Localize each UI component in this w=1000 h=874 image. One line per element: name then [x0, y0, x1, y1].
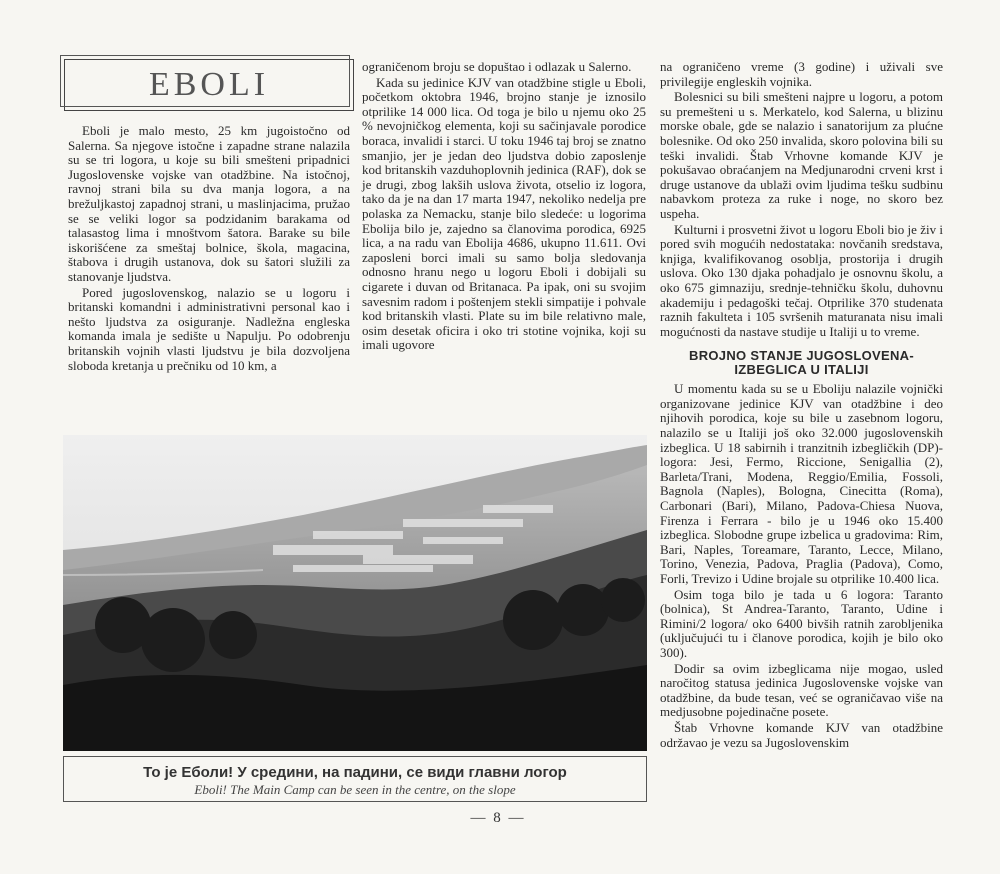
paragraph: Dodir sa ovim izbeglicama nije mogao, usled naročitog statusa jedinica Jugoslovenske vojske van otadžbine, da bude tesan, već se ograničavao više na medjusobne pojedinačne posete. — [660, 660, 943, 720]
paragraph: Štab Vrhovne komande KJV van otadžbine održavao je vezu sa Jugoslovenskim — [660, 719, 943, 750]
paragraph: ograničenom broju se dopuštao i odlazak u Salerno. — [362, 59, 632, 74]
paragraph: Kulturni i prosvetni život u logoru Eboli bio je živ i pored svih mogućih nedostataka: novčanih sredstava, knjiga, kvalifikovanog osoblja, prostorija i drugih uslova. Oko 130 djaka pohadjalo je osnovnu školu, a oko 675 gimnaziju, srednje-tehničku školu, duhovnu akademiju i pedagoški tečaj. Otprilike 370 studenata raznih fakulteta i 105 svršenih maturanata nisu imali mogućnosti da nastave studije u Italiji u to vreme. — [660, 221, 943, 339]
column-1 — [68, 124, 350, 374]
page-number: — 8 — — [470, 810, 526, 826]
article-title: EBOLI — [148, 66, 270, 103]
paragraph: Bolesnici su bili smešteni najpre u logoru, a potom su premešteni u s. Merkatelo, kod Salerna, u blizinu morske obale, gde se nalazio i sanatorijum za plućne bolesnike. Od oko 250 invalida, skoro polovina bili su teški invalidi. Štab Vrhovne komande KJV je pokušavao obraćanjem na Medjunarodni crveni krst i druge ustanove da ublaži ovim ljudima tešku sudbinu nabavkom proteza za ruke i noge, no skoro bez uspeha. — [660, 89, 943, 221]
caption-cyrillic: То је Еболи! У средини, на падини, се види главни логор — [143, 764, 567, 781]
paragraph: na ograničeno vreme (3 godine) i uživali sve privilegije engleskih vojnika. — [660, 59, 943, 89]
title-box — [64, 59, 354, 111]
paragraph: Kada su jedinice KJV van otadžbine stigle u Eboli, početkom oktobra 1946, brojno stanje je iznosilo otprilike 14 000 lica. Od toga je bilo u njemu oko 25 % nevojničkog elementa, koji su sačinjavale porodice boraca, invalidi i starci. U toku 1946 taj broj se znatno smanjio, jer je jedan deo ljudstva dobio zaposlenje kod britanskih vazduhoplovnih jedinica (RAF), dok se je drugi, zbog lakših uslova života, otselio iz logora, tako da je na dan 17 marta 1947, nekoliko nedelja pre polaska za Nemacku, stanje bilo sledeće: u logorima Ebolija bilo je, zajedno sa članovima porodica, 6925 lica, a na radu van Ebolija 4686, ukupno 11.611. Ovi zaposleni borci imali su samo bolja sledovanja odnosno hranu nego u logoru Eboli i dobijali su cigarete i duvan od Britanaca. Pa ipak, oni su svojim savesnim radom i poštenjem stekli simpatije i pohvale kod britanskih vlasti. Plate su im bile relativno male, osim desetak oficira i oko tri stotine vojnika, koji su imali ugovore — [362, 74, 646, 353]
caption-english: Eboli! The Main Camp can be seen in the centre, on the slope — [194, 782, 516, 797]
paragraph: Osim toga bilo je tada u 6 logora: Taranto (bolnica), St Andrea-Taranto, Taranto, Udine i Rimini/2 logora/ oko 6400 bivših ratnih zarobljenika (uključujući tu i članove porodica, kojih je bilo oko 300). — [660, 586, 943, 660]
paragraph: Pored jugoslovenskog, nalazio se u logoru i britanski komandni i administrativni personal kao i nešto ljudstva za osiguranje. Nadležna engleska komanda imala je sedište u Napulju. Po odobrenju britanskih vojnih vlasti ljudstvu je bila dozvoljena sloboda kretanja u prečniku od 10 km, a — [68, 284, 350, 373]
section-heading: BROJNO STANJE JUGOSLOVENA-IZBEGLICA U ITALIJI — [689, 348, 914, 377]
column-2 — [362, 60, 646, 354]
photo-caption — [63, 756, 647, 802]
paragraph: Eboli je malo mesto, 25 km jugoistočno od Salerna. Sa njegove istočne i zapadne strane nalazila su se tri logora, u koje su bili smešteni pripadnici Jugoslovenske vojske van otadžbine. Na istočnoj, ravnoj strani bila su dva manja logora, a na brežuljkastoj zapadnoj strani, u maslinjacima, pružao se se veliki logor sa podzidanim barakama od talasastog lima i mnoštvom šatora. Barake su bile iskorišćene za smeštaj bolnice, škola, magacina, štabova i drugih ustanova, dok su šatori služili za stanovanje ljudstva. — [68, 123, 350, 284]
paragraph: U momentu kada su se u Eboliju nalazile vojnički organizovane jedinice KJV van otadžbine i deo njihovih porodica, koje su bile u zasebnom logoru, nalazilo se u Italiji još oko 32.000 jugoslovenskih izbeglica. U 18 sabirnih i tranzitnih izbegličkih (DP)-logora: Jesi, Fermo, Riccione, Senigallia (2), Barleta/Trani, Modena, Reggio/Emilia, Fossoli, Bagnola (Naples), Bologna, Cinecitta (Roma), Carbonari (Bari), Milano, Padova-Chiesa Nuova, Firenza i Ferrara - bilo je u 1946 oko 15.400 izbeglica. Slobodne grupe izbelica u gradovima: Rim, Bari, Naples, Toreamare, Taranto, Lecce, Milano, Torino, Venezia, Padova, Praglia (Padova), Como, Forli, Trevizo i Udine brojale su otprilike 10.400 lica. — [660, 381, 943, 586]
camp-photograph — [63, 435, 647, 751]
landscape-image — [63, 435, 647, 751]
column-3 — [660, 60, 943, 751]
